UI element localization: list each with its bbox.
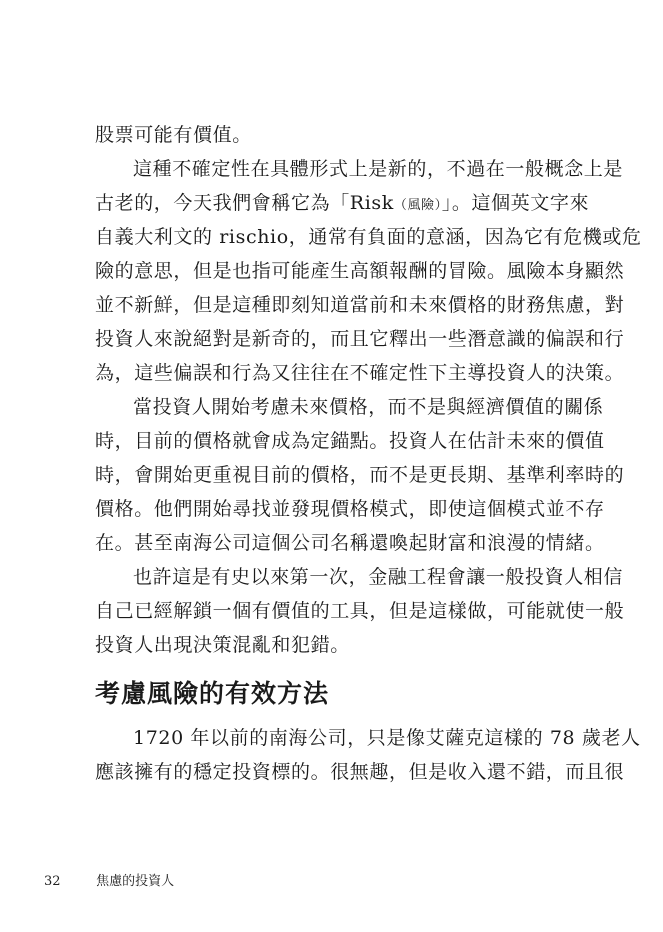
- text-line: 價格。他們開始尋找並發現價格模式，即使這個模式並不存: [95, 498, 605, 520]
- text-line: 當投資人開始考慮未來價格，而不是與經濟價值的關係: [133, 396, 604, 418]
- running-title: 焦慮的投資人: [96, 874, 175, 889]
- text-line-risk: [95, 186, 590, 220]
- text-segment: 」。這個英文字來: [441, 192, 590, 214]
- page-number: 32: [44, 874, 61, 889]
- text-line: 投資人出現決策混亂和犯錯。: [95, 634, 350, 656]
- text-segment: 古老的，今天我們會稱它為「Risk: [95, 192, 394, 214]
- text-line: 時，目前的價格就會成為定錨點。投資人在估計未來的價值: [95, 430, 605, 452]
- text-line: 也許這是有史以來第一次，金融工程會讓一般投資人相信: [133, 566, 624, 588]
- text-line: 1720 年以前的南海公司，只是像艾薩克這樣的 78 歲老人: [133, 727, 641, 749]
- text-line: 險的意思，但是也指可能產生高額報酬的冒險。風險本身顯然: [95, 260, 625, 282]
- text-line: 應該擁有的穩定投資標的。很無趣，但是收入還不錯，而且很: [95, 761, 625, 783]
- body-text: [95, 118, 642, 662]
- text-line: 在。甚至南海公司這個公司名稱還喚起財富和浪漫的情緒。: [95, 532, 605, 554]
- text-line: 為，這些偏誤和行為又往往在不確定性下主導投資人的決策。: [95, 362, 625, 384]
- section-heading: 考慮風險的有效方法: [95, 679, 330, 708]
- text-line: 自義大利文的 rischio，通常有負面的意涵，因為它有危機或危: [95, 226, 642, 248]
- text-line: 投資人來說絕對是新奇的，而且它釋出一些潛意識的偏誤和行: [95, 328, 625, 350]
- text-segment-small: （風險）: [393, 198, 442, 213]
- page-footer: [44, 873, 174, 891]
- section-body-text: [95, 721, 641, 789]
- text-line: 自己已經解鎖一個有價值的工具，但是這樣做，可能就使一般: [95, 600, 625, 622]
- text-line: 並不新鮮，但是這種即刻知道當前和未來價格的財務焦慮，對: [95, 294, 625, 316]
- text-line: 這種不確定性在具體形式上是新的，不過在一般概念上是: [133, 158, 624, 180]
- text-line: 時，會開始更重視目前的價格，而不是更長期、基準利率時的: [95, 464, 625, 486]
- text-line: 股票可能有價值。: [95, 124, 252, 146]
